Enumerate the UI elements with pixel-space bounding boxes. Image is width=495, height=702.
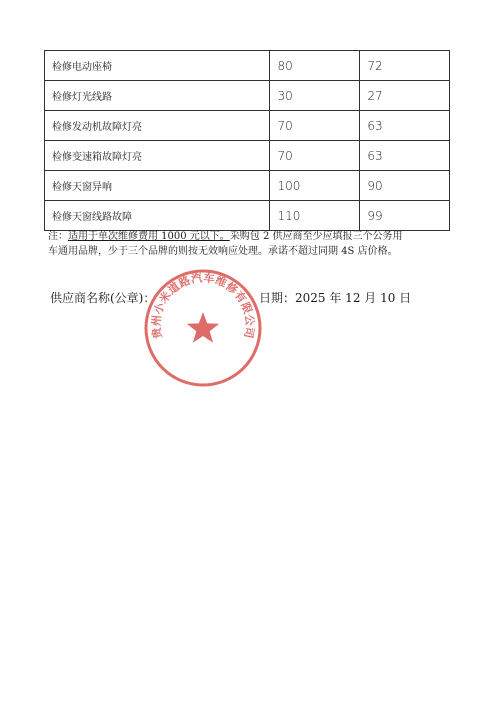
table-row [45,81,450,111]
price-cell: 63 [360,111,450,141]
seal-text: 贵州小米道路汽车维修有限公司 [149,271,257,340]
item-name: 检修灯光线路 [45,81,270,111]
price-cell: 90 [360,171,450,201]
price-cell: 30 [270,81,360,111]
price-cell: 100 [270,171,360,201]
table-row [45,141,450,171]
price-cell: 80 [270,51,360,81]
price-cell: 27 [360,81,450,111]
supplier-name-label: 供应商名称(公章)： [50,291,156,305]
table-row [45,111,450,141]
official-seal [143,268,263,388]
price-cell: 63 [360,141,450,171]
note-paragraph [48,229,458,259]
date-value: 2025 年 12 月 10 日 [295,291,412,305]
note-underlined: 适用于单次维修费用 1000 元以下。 [68,231,230,242]
price-cell: 70 [270,111,360,141]
price-cell: 70 [270,141,360,171]
note-line2: 车通用品牌，少于三个品牌的则按无效响应处理。承诺不超过同期 4S 店价格。 [48,246,398,257]
item-name: 检修发动机故障灯亮 [45,111,270,141]
note-line1-rest: 采购包 2 供应商至少应填报三个公务用 [229,231,403,242]
table-row [45,171,450,201]
price-cell: 110 [270,201,360,231]
price-cell: 72 [360,51,450,81]
table-row [45,51,450,81]
date-line [259,289,411,306]
repair-price-table [44,50,450,231]
item-name: 检修电动座椅 [45,51,270,81]
item-name: 检修天窗线路故障 [45,201,270,231]
item-name: 检修变速箱故障灯亮 [45,141,270,171]
note-prefix: 注： [48,231,68,242]
star-icon [187,312,219,343]
date-label: 日期： [259,291,296,305]
price-cell: 99 [360,201,450,231]
item-name: 检修天窗异响 [45,171,270,201]
table-row [45,201,450,231]
